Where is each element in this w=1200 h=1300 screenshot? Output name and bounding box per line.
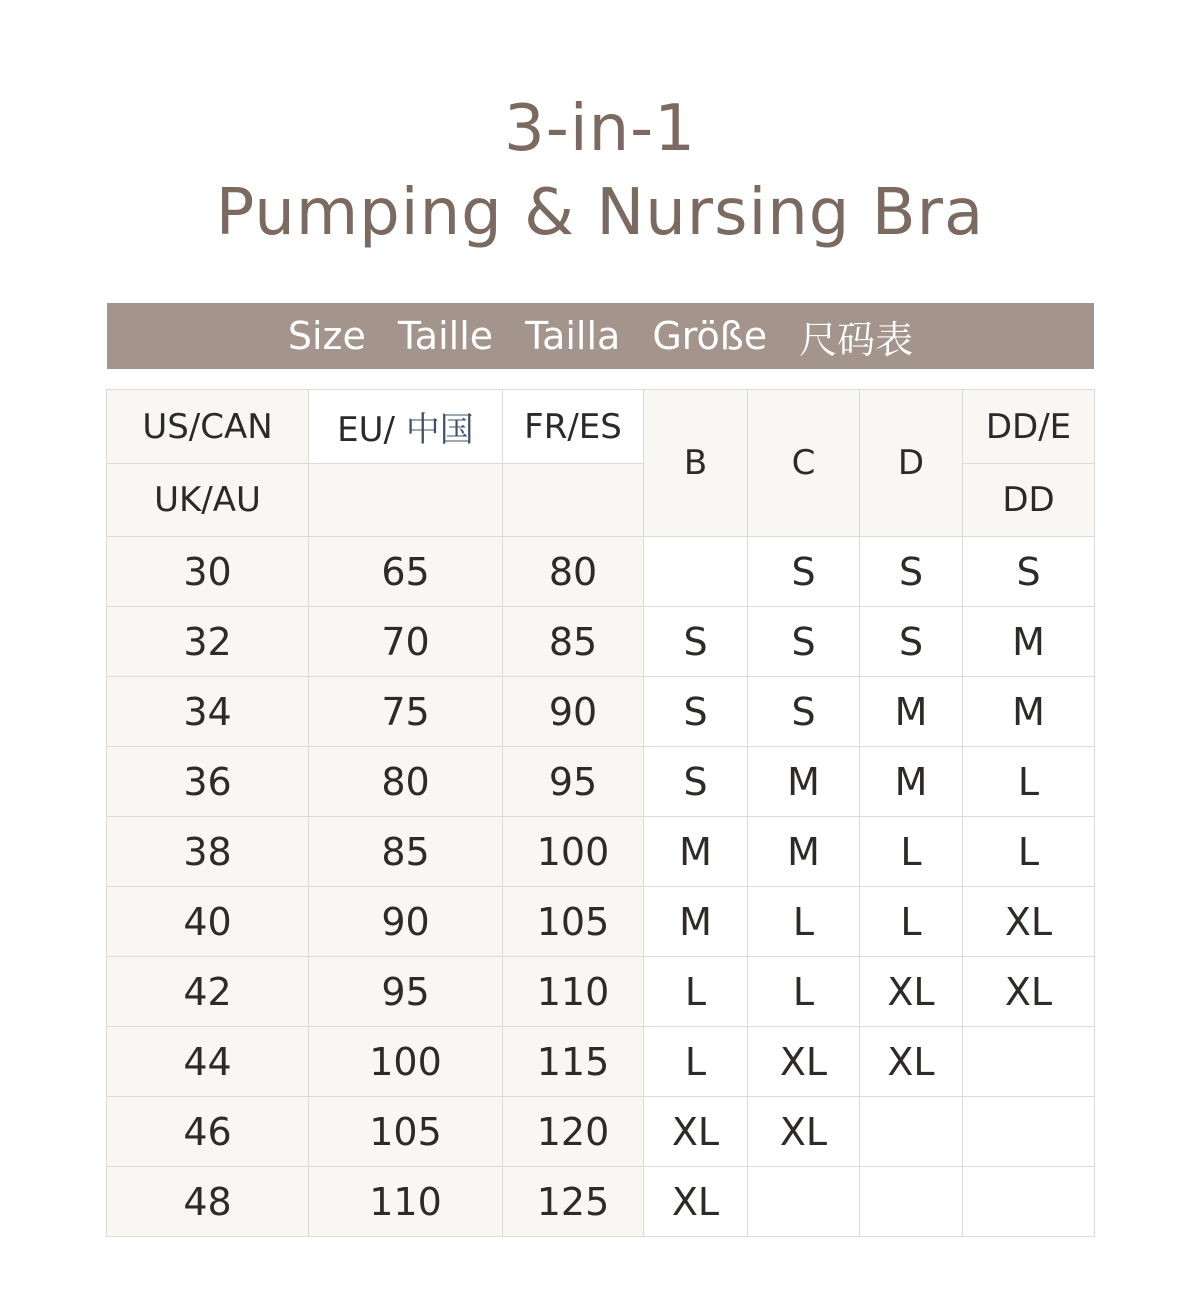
header-uk-au: UK/AU bbox=[107, 464, 309, 537]
header-cup-dd: DD bbox=[963, 464, 1095, 537]
table-row bbox=[107, 747, 1095, 817]
cell-cup-c: M bbox=[748, 817, 860, 887]
cell-cup-c: XL bbox=[748, 1027, 860, 1097]
banner-label-de: Größe bbox=[652, 314, 768, 358]
cell-cup-b: S bbox=[644, 747, 748, 817]
size-chart-table bbox=[106, 389, 1095, 1237]
cell-us-can: 46 bbox=[107, 1097, 309, 1167]
table-row bbox=[107, 677, 1095, 747]
cell-us-can: 38 bbox=[107, 817, 309, 887]
cell-us-can: 42 bbox=[107, 957, 309, 1027]
cell-cup-dd-e: M bbox=[963, 607, 1095, 677]
cell-cup-d bbox=[860, 1167, 963, 1237]
cell-eu: 95 bbox=[309, 957, 503, 1027]
cell-cup-c: S bbox=[748, 607, 860, 677]
table-row bbox=[107, 1097, 1095, 1167]
cell-cup-d: S bbox=[860, 537, 963, 607]
cell-cup-b: M bbox=[644, 887, 748, 957]
banner-label-fr: Taille bbox=[397, 314, 494, 358]
table-row bbox=[107, 887, 1095, 957]
cell-cup-c: M bbox=[748, 747, 860, 817]
cell-cup-dd-e bbox=[963, 1027, 1095, 1097]
cell-cup-dd-e bbox=[963, 1167, 1095, 1237]
header-us-can: US/CAN bbox=[107, 390, 309, 464]
cell-eu: 80 bbox=[309, 747, 503, 817]
cell-cup-d: M bbox=[860, 677, 963, 747]
cell-cup-d: XL bbox=[860, 957, 963, 1027]
cell-cup-b: XL bbox=[644, 1097, 748, 1167]
header-fr-es-empty bbox=[503, 464, 644, 537]
cell-fr-es: 120 bbox=[503, 1097, 644, 1167]
title-line-2: Pumping & Nursing Bra bbox=[215, 176, 985, 250]
table-row bbox=[107, 1167, 1095, 1237]
header-cup-c: C bbox=[748, 390, 860, 537]
cell-cup-d bbox=[860, 1097, 963, 1167]
header-eu-empty bbox=[309, 464, 503, 537]
header-cup-d: D bbox=[860, 390, 963, 537]
cell-cup-b: M bbox=[644, 817, 748, 887]
cell-cup-b: XL bbox=[644, 1167, 748, 1237]
cell-us-can: 32 bbox=[107, 607, 309, 677]
cell-eu: 110 bbox=[309, 1167, 503, 1237]
table-row bbox=[107, 607, 1095, 677]
cell-cup-d: M bbox=[860, 747, 963, 817]
cell-cup-c: L bbox=[748, 957, 860, 1027]
header-eu-cjk: 中国 bbox=[405, 410, 474, 450]
cell-cup-dd-e: L bbox=[963, 817, 1095, 887]
cell-fr-es: 105 bbox=[503, 887, 644, 957]
cell-fr-es: 125 bbox=[503, 1167, 644, 1237]
cell-cup-d: XL bbox=[860, 1027, 963, 1097]
cell-cup-c: XL bbox=[748, 1097, 860, 1167]
banner-label-es: Tailla bbox=[525, 314, 621, 358]
header-eu-prefix: EU/ bbox=[337, 410, 395, 450]
header-cup-dd-e: DD/E bbox=[963, 390, 1095, 464]
header-cup-b: B bbox=[644, 390, 748, 537]
cell-eu: 105 bbox=[309, 1097, 503, 1167]
cell-eu: 85 bbox=[309, 817, 503, 887]
cell-cup-c bbox=[748, 1167, 860, 1237]
cell-fr-es: 115 bbox=[503, 1027, 644, 1097]
cell-cup-dd-e: M bbox=[963, 677, 1095, 747]
cell-us-can: 30 bbox=[107, 537, 309, 607]
cell-fr-es: 90 bbox=[503, 677, 644, 747]
cell-eu: 100 bbox=[309, 1027, 503, 1097]
cell-fr-es: 100 bbox=[503, 817, 644, 887]
cell-fr-es: 110 bbox=[503, 957, 644, 1027]
cell-cup-d: S bbox=[860, 607, 963, 677]
cell-cup-c: S bbox=[748, 677, 860, 747]
cell-cup-b bbox=[644, 537, 748, 607]
cell-cup-dd-e: L bbox=[963, 747, 1095, 817]
cell-cup-c: S bbox=[748, 537, 860, 607]
cell-cup-dd-e: XL bbox=[963, 887, 1095, 957]
cell-us-can: 40 bbox=[107, 887, 309, 957]
cell-cup-dd-e: XL bbox=[963, 957, 1095, 1027]
cell-eu: 75 bbox=[309, 677, 503, 747]
title-line-1: 3-in-1 bbox=[504, 92, 696, 166]
table-row bbox=[107, 817, 1095, 887]
header-fr-es: FR/ES bbox=[503, 390, 644, 464]
cell-eu: 65 bbox=[309, 537, 503, 607]
size-banner bbox=[107, 303, 1094, 369]
cell-us-can: 48 bbox=[107, 1167, 309, 1237]
cell-eu: 70 bbox=[309, 607, 503, 677]
cell-cup-b: S bbox=[644, 677, 748, 747]
cell-us-can: 36 bbox=[107, 747, 309, 817]
cell-us-can: 44 bbox=[107, 1027, 309, 1097]
cell-cup-dd-e bbox=[963, 1097, 1095, 1167]
cell-cup-b: L bbox=[644, 1027, 748, 1097]
cell-cup-d: L bbox=[860, 817, 963, 887]
header-eu bbox=[309, 390, 503, 464]
table-row bbox=[107, 957, 1095, 1027]
cell-cup-b: S bbox=[644, 607, 748, 677]
table-row bbox=[107, 537, 1095, 607]
banner-label-zh: 尺码表 bbox=[799, 317, 914, 362]
cell-fr-es: 95 bbox=[503, 747, 644, 817]
cell-fr-es: 80 bbox=[503, 537, 644, 607]
banner-label-en: Size bbox=[287, 314, 366, 358]
cell-cup-b: L bbox=[644, 957, 748, 1027]
cell-fr-es: 85 bbox=[503, 607, 644, 677]
cell-cup-c: L bbox=[748, 887, 860, 957]
cell-us-can: 34 bbox=[107, 677, 309, 747]
cell-cup-dd-e: S bbox=[963, 537, 1095, 607]
table-row bbox=[107, 1027, 1095, 1097]
cell-cup-d: L bbox=[860, 887, 963, 957]
cell-eu: 90 bbox=[309, 887, 503, 957]
